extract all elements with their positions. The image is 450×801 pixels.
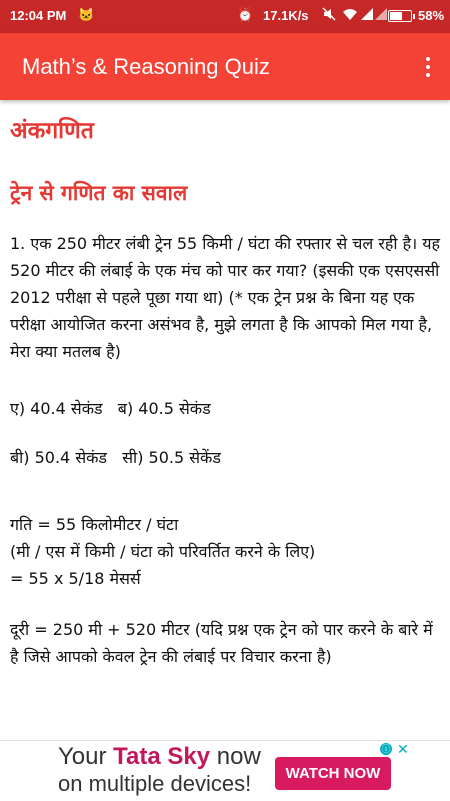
app-title: Math’s & Reasoning Quiz — [22, 54, 270, 79]
speed-line: गति = 55 किलोमीटर / घंटा — [10, 515, 179, 534]
distance-text: दूरी = 250 मी + 520 मीटर (यदि प्रश्न एक ट्रेन को पार करने के बारे में है जिसे आपको केवल ट्रेन की लंबाई पर विचार करना है) — [10, 620, 433, 666]
network-speed: 17.1K/s — [263, 8, 309, 23]
answer-options-1: ए) 40.4 सेकंड ब) 40.5 सेकंड — [10, 399, 211, 418]
ad-brand: Tata Sky — [113, 743, 211, 770]
mute-icon — [322, 7, 336, 24]
watch-now-button[interactable]: WATCH NOW — [275, 757, 391, 790]
question-text: 1. एक 250 मीटर लंबी ट्रेन 55 किमी / घंटा की रफ्तार से चल रही है। यह 520 मीटर की लंबाई के एक मंच को पार कर गया? (इसकी एक एसएससी 2012 परीक्षा से पहले पूछा गया था) (* एक ट्रेन प्रश्न के बिना यह एक परीक्षा आयोजित करना असंभव है, मुझे लगता है कि आपको मिल गया है, मेरा क्या मतलब है) — [10, 234, 441, 361]
signal-icon — [361, 7, 373, 24]
ad-banner[interactable] — [0, 740, 450, 801]
ad-close-icon[interactable]: ✕ — [397, 741, 409, 757]
battery-level — [390, 12, 402, 20]
app-toolbar — [0, 33, 450, 100]
section-title: अंकगणित — [10, 118, 94, 144]
ad-headline: Your Tata Sky now — [58, 743, 261, 770]
speed-result: = 55 x 5/18 मेसर्स — [10, 569, 141, 588]
ad-subline: on multiple devices! — [58, 771, 252, 796]
cat-icon: 🐱 — [78, 7, 95, 22]
battery-icon — [388, 10, 412, 22]
status-time: 12:04 PM — [10, 8, 67, 23]
answer-options-2: बी) 50.4 सेकंड सी) 50.5 सेकेंड — [10, 448, 221, 467]
topic-title: ट्रेन से गणित का सवाल — [10, 181, 188, 205]
quiz-content[interactable] — [10, 108, 442, 740]
wifi-icon — [342, 7, 358, 24]
alarm-icon: ⏰ — [237, 7, 254, 22]
conversion-note: (मी / एस में किमी / घंटा को परिवर्तित करने के लिए) — [10, 542, 316, 561]
signal-icon — [375, 7, 387, 24]
status-bar — [0, 0, 450, 33]
overflow-menu-icon[interactable] — [420, 53, 436, 81]
ad-info-icon[interactable]: ⓘ — [381, 744, 391, 754]
solution-block — [10, 511, 442, 592]
battery-percent: 58% — [418, 8, 445, 23]
